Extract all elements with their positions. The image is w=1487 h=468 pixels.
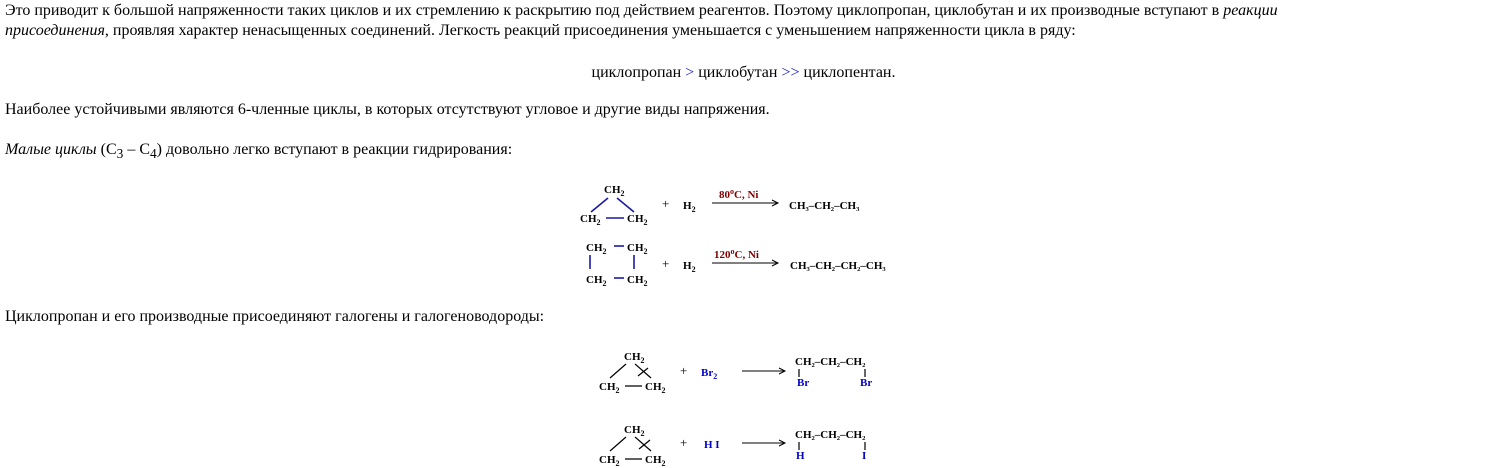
series-operator-gt: > [685,64,695,81]
r1-bond-right [617,198,634,212]
r1-ring-br: $CH_2$ [627,213,648,227]
p1-line2-text: , проявляя характер ненасыщенных соединений. Легкость реакций присоединения уменьшается с уменьшением напряженности цикла в ряду: [104,22,1076,39]
p1-line1-italic: реакции [1223,2,1278,19]
r4-ring-top: $CH_2$ [624,424,645,438]
r2-reagent: $H_2$ [683,260,696,274]
r4-bond-left [610,437,626,451]
series-cyclopropane: циклопропан [591,64,682,81]
range-sub-4: 4 [149,146,157,162]
r1-bond-left [591,198,608,212]
r2-ring-bl: $CH_2$ [586,274,607,288]
series-operator-much-gt: >> [781,64,800,81]
r3-sub-left: Br [797,377,810,389]
reaction-4 [599,424,866,468]
series-cyclobutane: циклобутан [698,64,778,81]
r3-ring-bl: $CH_2$ [599,381,620,395]
r2-condition: 120$^o$C, Ni [714,247,759,261]
r4-reagent: H I [704,439,720,451]
r3-reagent: $Br_2$ [701,367,718,381]
r1-ring-top: $CH_2$ [604,184,625,198]
reaction-2 [586,242,886,288]
r3-sub-right: Br [860,377,873,389]
r4-bond-right [635,437,651,451]
small-rings-term: Малые циклы [5,141,97,158]
r3-bond-right [635,364,651,378]
r1-condition: 80$^o$C, Ni [719,187,759,201]
r2-ring-br: $CH_2$ [627,274,648,288]
r1-ring-bl: $CH_2$ [580,213,601,227]
r2-ring-tl: $CH_2$ [586,242,607,256]
p1-line2-italic: присоединения [5,22,105,39]
r1-product: CH₃–CH₂–CH₃ [789,200,860,212]
r2-ring-tr: $CH_2$ [627,242,648,256]
reaction-3 [599,351,872,395]
series-cyclopentane: циклопентан. [803,64,896,81]
r3-plus: + [680,363,688,378]
r4-sub-left: H [796,450,805,462]
r3-ring-br: $CH_2$ [645,381,666,395]
paragraph-halogens: Циклопропан и его производные присоединяют галогены и галогеноводороды: [5,308,545,325]
p1-line1-text: Это приводит к большой напряженности таких циклов и их стремлению к раскрытию под действием реагентов. Поэтому циклопропан, циклобутан и их производные вступают в [5,2,1220,19]
reaction-1 [580,184,860,227]
r3-bond-left [610,364,626,378]
range-sub-3: 3 [116,146,124,162]
r3-product: CH₂–CH₂–CH₂ [795,356,866,368]
r4-ring-bl: $CH_2$ [599,454,620,468]
r2-product: CH₃–CH₂–CH₂–CH₃ [790,260,886,272]
r4-sub-right: I [862,450,867,462]
r1-plus: + [662,196,670,211]
r2-plus: + [662,256,670,271]
r4-ring-br: $CH_2$ [645,454,666,468]
r3-ring-top: $CH_2$ [624,351,645,365]
paragraph-stable-rings: Наиболее устойчивыми являются 6-членные циклы, в которых отсутствуют угловое и другие виды напряжения. [5,101,770,118]
r4-product: CH₂–CH₂–CH₂ [795,429,866,441]
r4-plus: + [680,435,688,450]
r1-reagent: $H_2$ [683,200,696,214]
range-open: (C [100,141,117,158]
range-dash: – C [123,141,150,158]
range-rest: ) довольно легко вступают в реакции гидрирования: [156,141,513,158]
